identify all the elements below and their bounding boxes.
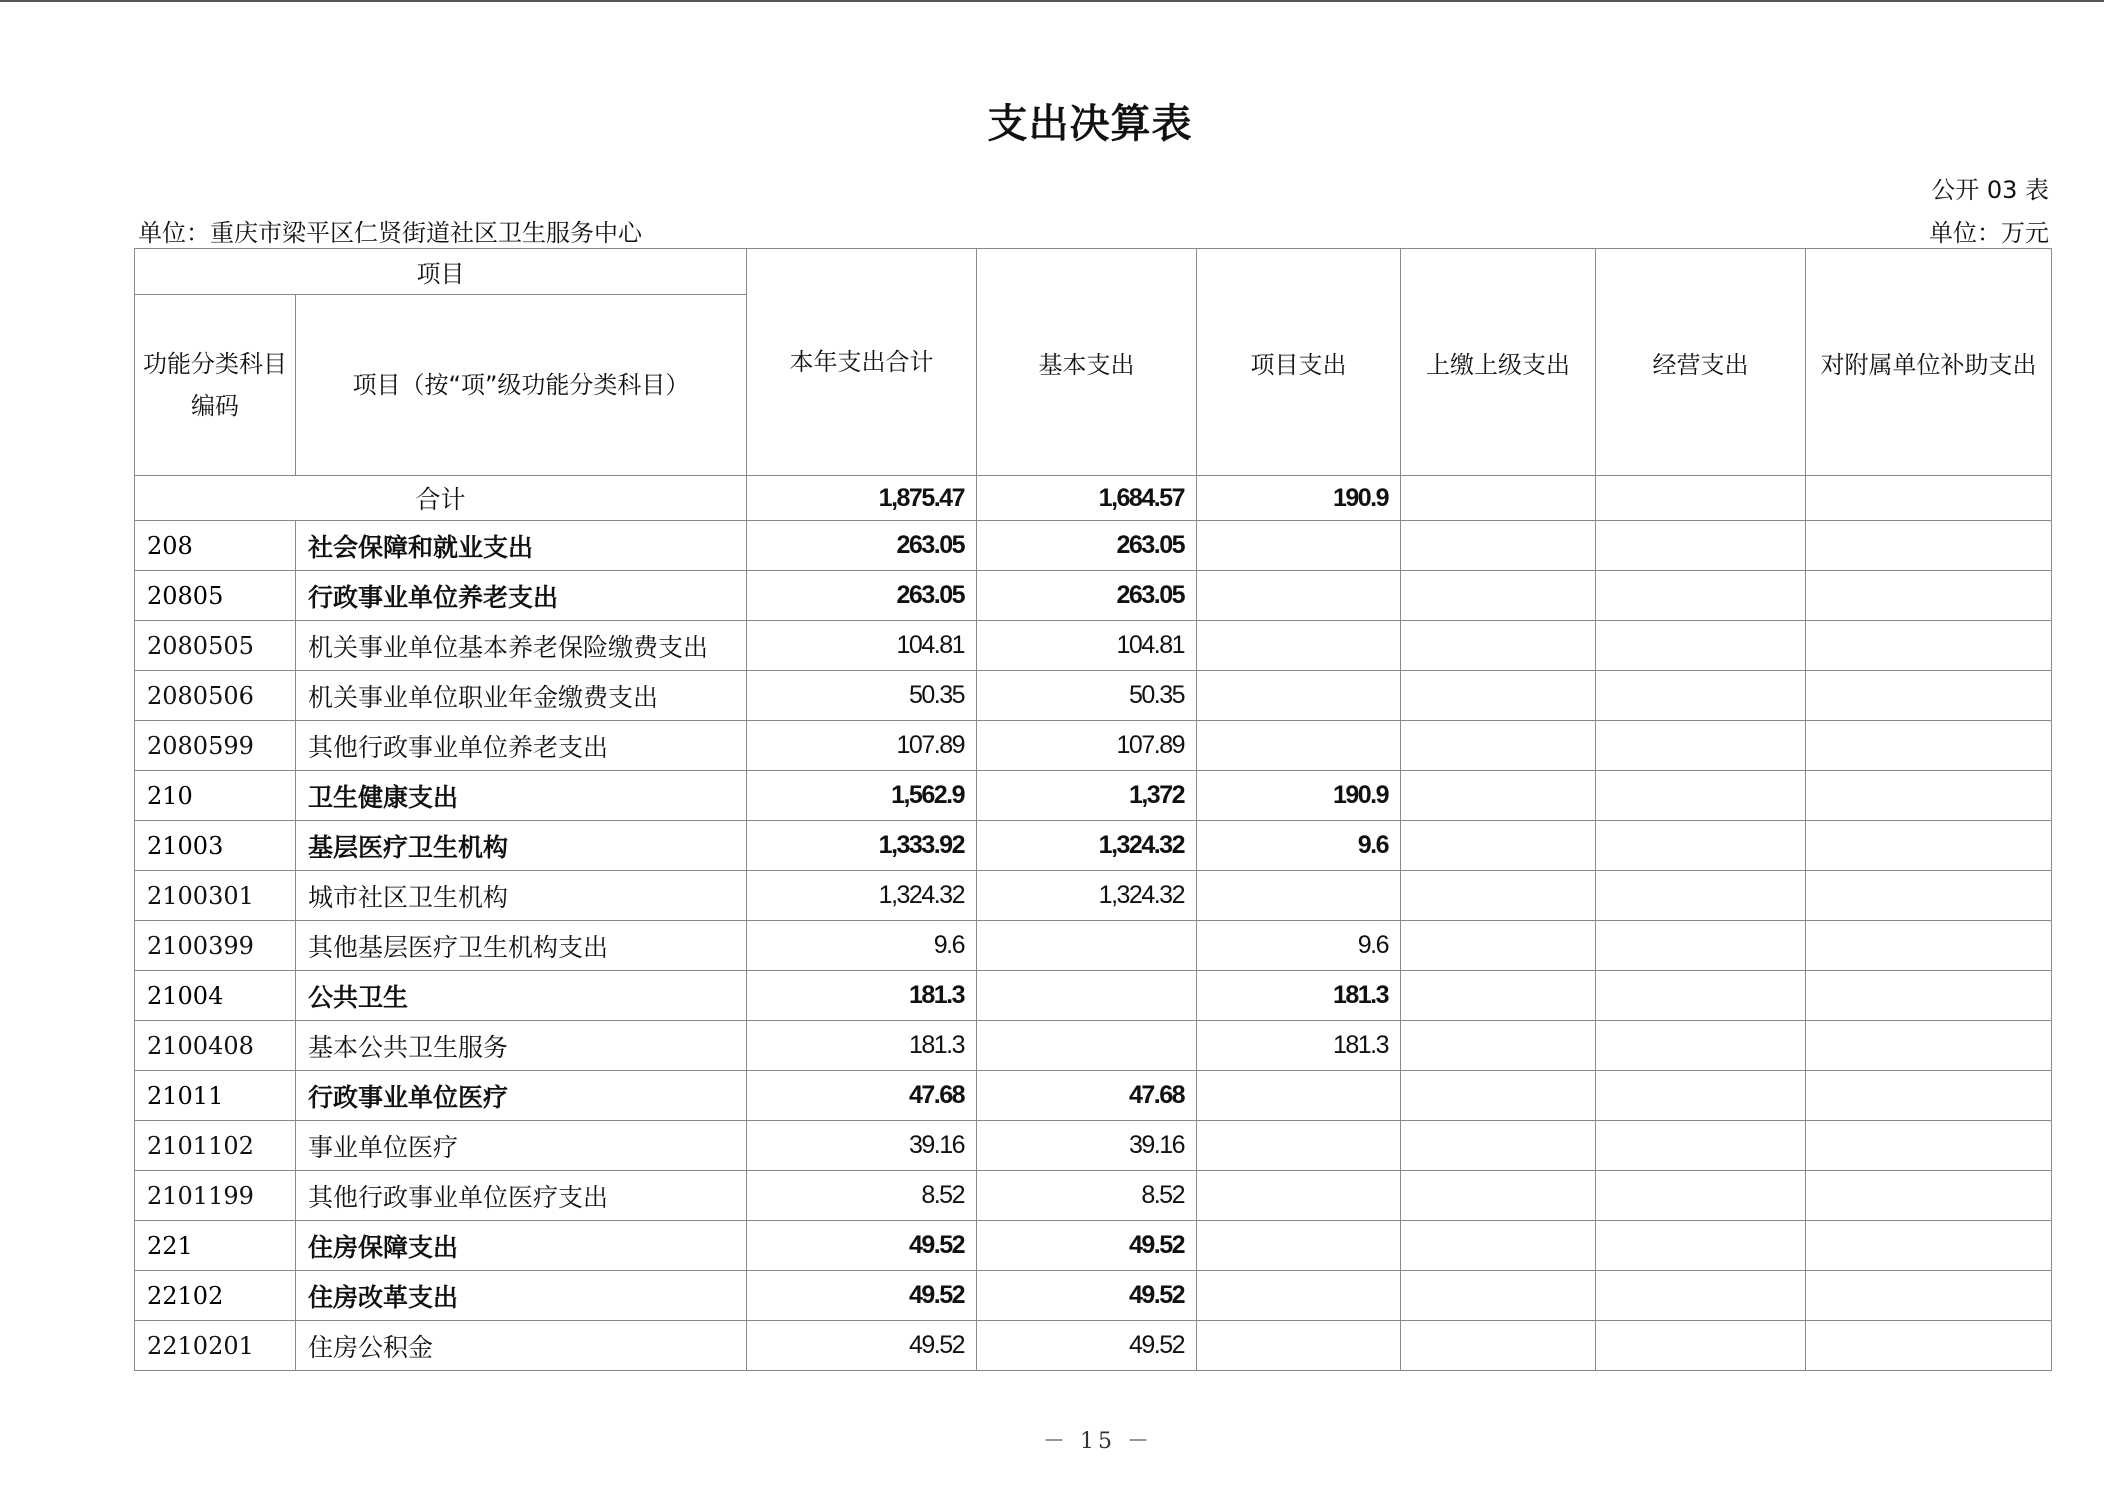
function-name-cell: 卫生健康支出 [296, 771, 747, 821]
business-cell [1596, 1071, 1806, 1121]
header-function-code: 功能分类科目编码 [135, 295, 296, 476]
header-total-expenditure: 本年支出合计 [747, 249, 977, 476]
upper-cell [1401, 871, 1596, 921]
basic-cell: 107.89 [977, 721, 1197, 771]
page-number: － 15 － [1043, 1429, 1153, 1454]
basic-cell: 104.81 [977, 621, 1197, 671]
table-row [135, 1171, 2052, 1221]
upper-cell [1401, 1221, 1596, 1271]
business-cell [1596, 1271, 1806, 1321]
table-row [135, 571, 2052, 621]
business-cell [1596, 476, 1806, 521]
function-name-cell: 行政事业单位医疗 [296, 1071, 747, 1121]
function-name-cell: 住房公积金 [296, 1321, 747, 1371]
function-code-cell: 2080506 [135, 671, 296, 721]
function-code-cell: 2210201 [135, 1321, 296, 1371]
project-cell [1197, 871, 1401, 921]
total-cell: 50.35 [747, 671, 977, 721]
basic-cell: 50.35 [977, 671, 1197, 721]
project-cell: 190.9 [1197, 771, 1401, 821]
function-code-cell: 2100399 [135, 921, 296, 971]
business-cell [1596, 671, 1806, 721]
total-cell: 1,562.9 [747, 771, 977, 821]
total-cell: 47.68 [747, 1071, 977, 1121]
business-cell [1596, 1021, 1806, 1071]
basic-cell: 263.05 [977, 521, 1197, 571]
header-function-name: 项目（按“项”级功能分类科目） [296, 295, 747, 476]
header-project-expenditure: 项目支出 [1197, 249, 1401, 476]
project-cell [1197, 721, 1401, 771]
subsidy-cell [1806, 571, 2052, 621]
project-cell [1197, 1071, 1401, 1121]
table-row [135, 771, 2052, 821]
project-cell [1197, 1121, 1401, 1171]
function-name-cell: 社会保障和就业支出 [296, 521, 747, 571]
subsidy-cell [1806, 871, 2052, 921]
business-cell [1596, 1221, 1806, 1271]
subsidy-cell [1806, 671, 2052, 721]
function-code-cell: 21003 [135, 821, 296, 871]
function-code-cell: 2080505 [135, 621, 296, 671]
table-row [135, 1321, 2052, 1371]
table-row [135, 1121, 2052, 1171]
upper-cell [1401, 771, 1596, 821]
subsidy-cell [1806, 621, 2052, 671]
project-cell: 9.6 [1197, 921, 1401, 971]
subsidy-cell [1806, 771, 2052, 821]
header-basic-expenditure: 基本支出 [977, 249, 1197, 476]
subsidy-cell [1806, 971, 2052, 1021]
business-cell [1596, 921, 1806, 971]
subsidy-cell [1806, 921, 2052, 971]
function-name-cell: 住房保障支出 [296, 1221, 747, 1271]
subsidy-cell [1806, 1121, 2052, 1171]
project-cell [1197, 1221, 1401, 1271]
business-cell [1596, 871, 1806, 921]
project-cell [1197, 1321, 1401, 1371]
currency-unit: 单位：万元 [1929, 219, 2049, 247]
business-cell [1596, 521, 1806, 571]
subsidy-cell [1806, 476, 2052, 521]
total-cell: 8.52 [747, 1171, 977, 1221]
table-body [135, 476, 2052, 1371]
reporting-unit: 单位：重庆市梁平区仁贤街道社区卫生服务中心 [138, 219, 642, 247]
table-row [135, 521, 2052, 571]
project-cell: 181.3 [1197, 1021, 1401, 1071]
table-row [135, 1071, 2052, 1121]
table-row [135, 821, 2052, 871]
upper-cell [1401, 521, 1596, 571]
subsidy-cell [1806, 1171, 2052, 1221]
table-row [135, 1021, 2052, 1071]
function-name-cell: 机关事业单位基本养老保险缴费支出 [296, 621, 747, 671]
function-name-cell: 基本公共卫生服务 [296, 1021, 747, 1071]
project-cell: 181.3 [1197, 971, 1401, 1021]
table-row [135, 1271, 2052, 1321]
upper-cell [1401, 1021, 1596, 1071]
total-cell: 263.05 [747, 521, 977, 571]
function-name-cell: 其他基层医疗卫生机构支出 [296, 921, 747, 971]
basic-cell: 1,684.57 [977, 476, 1197, 521]
basic-cell [977, 921, 1197, 971]
function-code-cell: 21011 [135, 1071, 296, 1121]
header-business-expenditure: 经营支出 [1596, 249, 1806, 476]
upper-cell [1401, 476, 1596, 521]
upper-cell [1401, 821, 1596, 871]
subsidy-cell [1806, 1021, 2052, 1071]
subsidy-cell [1806, 821, 2052, 871]
table-row [135, 621, 2052, 671]
business-cell [1596, 821, 1806, 871]
header-item-group: 项目 [135, 249, 747, 295]
function-code-cell: 21004 [135, 971, 296, 1021]
total-cell: 263.05 [747, 571, 977, 621]
project-cell [1197, 1171, 1401, 1221]
function-code-cell: 2101199 [135, 1171, 296, 1221]
table-row [135, 721, 2052, 771]
upper-cell [1401, 621, 1596, 671]
function-name-cell: 公共卫生 [296, 971, 747, 1021]
upper-cell [1401, 671, 1596, 721]
function-code-cell: 208 [135, 521, 296, 571]
subsidy-cell [1806, 1071, 2052, 1121]
basic-cell: 49.52 [977, 1221, 1197, 1271]
total-cell: 9.6 [747, 921, 977, 971]
total-cell: 181.3 [747, 1021, 977, 1071]
basic-cell: 263.05 [977, 571, 1197, 621]
basic-cell: 49.52 [977, 1271, 1197, 1321]
total-cell: 49.52 [747, 1221, 977, 1271]
function-code-cell: 20805 [135, 571, 296, 621]
function-name-cell: 其他行政事业单位养老支出 [296, 721, 747, 771]
basic-cell: 39.16 [977, 1121, 1197, 1171]
business-cell [1596, 971, 1806, 1021]
upper-cell [1401, 1121, 1596, 1171]
business-cell [1596, 721, 1806, 771]
project-cell [1197, 621, 1401, 671]
function-name-cell: 事业单位医疗 [296, 1121, 747, 1171]
business-cell [1596, 771, 1806, 821]
total-label: 合计 [135, 476, 747, 521]
basic-cell: 1,324.32 [977, 871, 1197, 921]
business-cell [1596, 1121, 1806, 1171]
table-row [135, 1221, 2052, 1271]
total-cell: 181.3 [747, 971, 977, 1021]
upper-cell [1401, 1321, 1596, 1371]
total-cell: 39.16 [747, 1121, 977, 1171]
total-cell: 1,333.92 [747, 821, 977, 871]
table-header [135, 249, 2052, 476]
subsidy-cell [1806, 1271, 2052, 1321]
upper-cell [1401, 571, 1596, 621]
project-cell [1197, 571, 1401, 621]
total-row [135, 476, 2052, 521]
upper-cell [1401, 1071, 1596, 1121]
function-code-cell: 2101102 [135, 1121, 296, 1171]
subsidy-cell [1806, 721, 2052, 771]
function-name-cell: 住房改革支出 [296, 1271, 747, 1321]
function-code-cell: 2080599 [135, 721, 296, 771]
total-cell: 49.52 [747, 1271, 977, 1321]
total-cell: 104.81 [747, 621, 977, 671]
function-code-cell: 2100408 [135, 1021, 296, 1071]
project-cell: 190.9 [1197, 476, 1401, 521]
basic-cell: 1,372 [977, 771, 1197, 821]
project-cell [1197, 521, 1401, 571]
basic-cell [977, 971, 1197, 1021]
total-cell: 49.52 [747, 1321, 977, 1371]
project-cell [1197, 671, 1401, 721]
function-code-cell: 210 [135, 771, 296, 821]
subsidy-cell [1806, 1321, 2052, 1371]
basic-cell: 8.52 [977, 1171, 1197, 1221]
form-number: 公开 03 表 [1931, 176, 2049, 204]
function-code-cell: 221 [135, 1221, 296, 1271]
business-cell [1596, 1171, 1806, 1221]
top-border-line [0, 0, 2104, 2]
upper-cell [1401, 971, 1596, 1021]
business-cell [1596, 1321, 1806, 1371]
header-upper-level-expenditure: 上缴上级支出 [1401, 249, 1596, 476]
table-row [135, 671, 2052, 721]
function-name-cell: 机关事业单位职业年金缴费支出 [296, 671, 747, 721]
function-code-cell: 2100301 [135, 871, 296, 921]
total-cell: 1,875.47 [747, 476, 977, 521]
function-code-cell: 22102 [135, 1271, 296, 1321]
basic-cell [977, 1021, 1197, 1071]
upper-cell [1401, 1271, 1596, 1321]
function-name-cell: 城市社区卫生机构 [296, 871, 747, 921]
subsidy-cell [1806, 521, 2052, 571]
function-name-cell: 行政事业单位养老支出 [296, 571, 747, 621]
upper-cell [1401, 921, 1596, 971]
table-row [135, 871, 2052, 921]
expenditure-table [134, 248, 2052, 1371]
function-name-cell: 基层医疗卫生机构 [296, 821, 747, 871]
project-cell: 9.6 [1197, 821, 1401, 871]
business-cell [1596, 571, 1806, 621]
upper-cell [1401, 721, 1596, 771]
header-subsidy-expenditure: 对附属单位补助支出 [1806, 249, 2052, 476]
project-cell [1197, 1271, 1401, 1321]
subsidy-cell [1806, 1221, 2052, 1271]
basic-cell: 47.68 [977, 1071, 1197, 1121]
basic-cell: 1,324.32 [977, 821, 1197, 871]
table-row [135, 921, 2052, 971]
business-cell [1596, 621, 1806, 671]
upper-cell [1401, 1171, 1596, 1221]
total-cell: 107.89 [747, 721, 977, 771]
document-title: 支出决算表 [987, 101, 1193, 147]
total-cell: 1,324.32 [747, 871, 977, 921]
basic-cell: 49.52 [977, 1321, 1197, 1371]
table-row [135, 971, 2052, 1021]
function-name-cell: 其他行政事业单位医疗支出 [296, 1171, 747, 1221]
